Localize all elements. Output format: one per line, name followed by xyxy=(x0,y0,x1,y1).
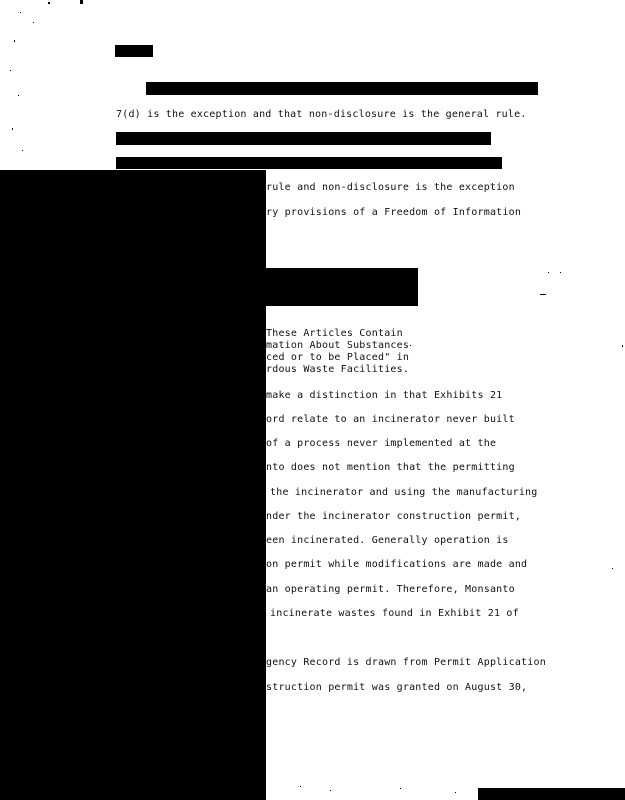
redaction-bar-3 xyxy=(116,157,502,169)
text-line: ry provisions of a Freedom of Information xyxy=(266,207,522,218)
scan-speck xyxy=(548,272,549,273)
redaction-left-block xyxy=(0,170,266,800)
scan-speck xyxy=(560,272,561,273)
scan-speck xyxy=(18,95,19,96)
redaction-heading-block xyxy=(262,268,418,306)
scan-speck xyxy=(20,12,21,13)
scan-speck xyxy=(14,40,15,42)
scan-speck xyxy=(33,22,34,23)
heading-line: ced or to be Placed" in xyxy=(266,352,410,363)
scan-speck xyxy=(300,786,301,787)
text-line: on permit while modifications are made and xyxy=(266,559,528,570)
heading-line: mation About Substances xyxy=(266,340,410,351)
redaction-bottom-strip xyxy=(478,788,625,800)
text-line: the incinerator and using the manufacturing xyxy=(270,487,538,498)
scan-speck xyxy=(622,345,623,347)
text-line: ord relate to an incinerator never built xyxy=(266,414,515,425)
scan-speck xyxy=(80,0,83,4)
scan-speck xyxy=(22,150,23,151)
scan-speck xyxy=(455,792,456,793)
text-line: nder the incinerator construction permit, xyxy=(266,511,522,522)
scan-speck xyxy=(12,128,13,130)
text-line: struction permit was granted on August 30, xyxy=(266,682,528,693)
text-line: gency Record is drawn from Permit Application xyxy=(266,657,546,668)
text-line: of a process never implemented at the xyxy=(266,438,497,449)
redaction-bar-1 xyxy=(146,82,538,95)
redaction-bar-2 xyxy=(116,132,491,145)
redaction-small-header xyxy=(115,45,153,57)
text-line: nto does not mention that the permitting xyxy=(266,462,515,473)
heading-line: rdous Waste Facilities. xyxy=(266,364,410,375)
text-line: 7(d) is the exception and that non-disclosure is the general rule. xyxy=(116,109,527,120)
scan-speck xyxy=(612,568,613,569)
heading-line: These Articles Contain xyxy=(266,328,403,339)
text-line: een incinerated. Generally operation is xyxy=(266,535,509,546)
scan-speck xyxy=(410,345,411,346)
scan-speck xyxy=(330,790,331,791)
scan-speck xyxy=(10,70,11,71)
text-line: make a distinction in that Exhibits 21 xyxy=(266,390,503,401)
scan-speck xyxy=(400,788,401,789)
text-line: rule and non-disclosure is the exception xyxy=(266,182,515,193)
scan-speck xyxy=(540,294,546,295)
text-line: an operating permit. Therefore, Monsanto xyxy=(266,584,515,595)
scan-speck xyxy=(48,2,50,4)
text-line: incinerate wastes found in Exhibit 21 of xyxy=(270,608,519,619)
